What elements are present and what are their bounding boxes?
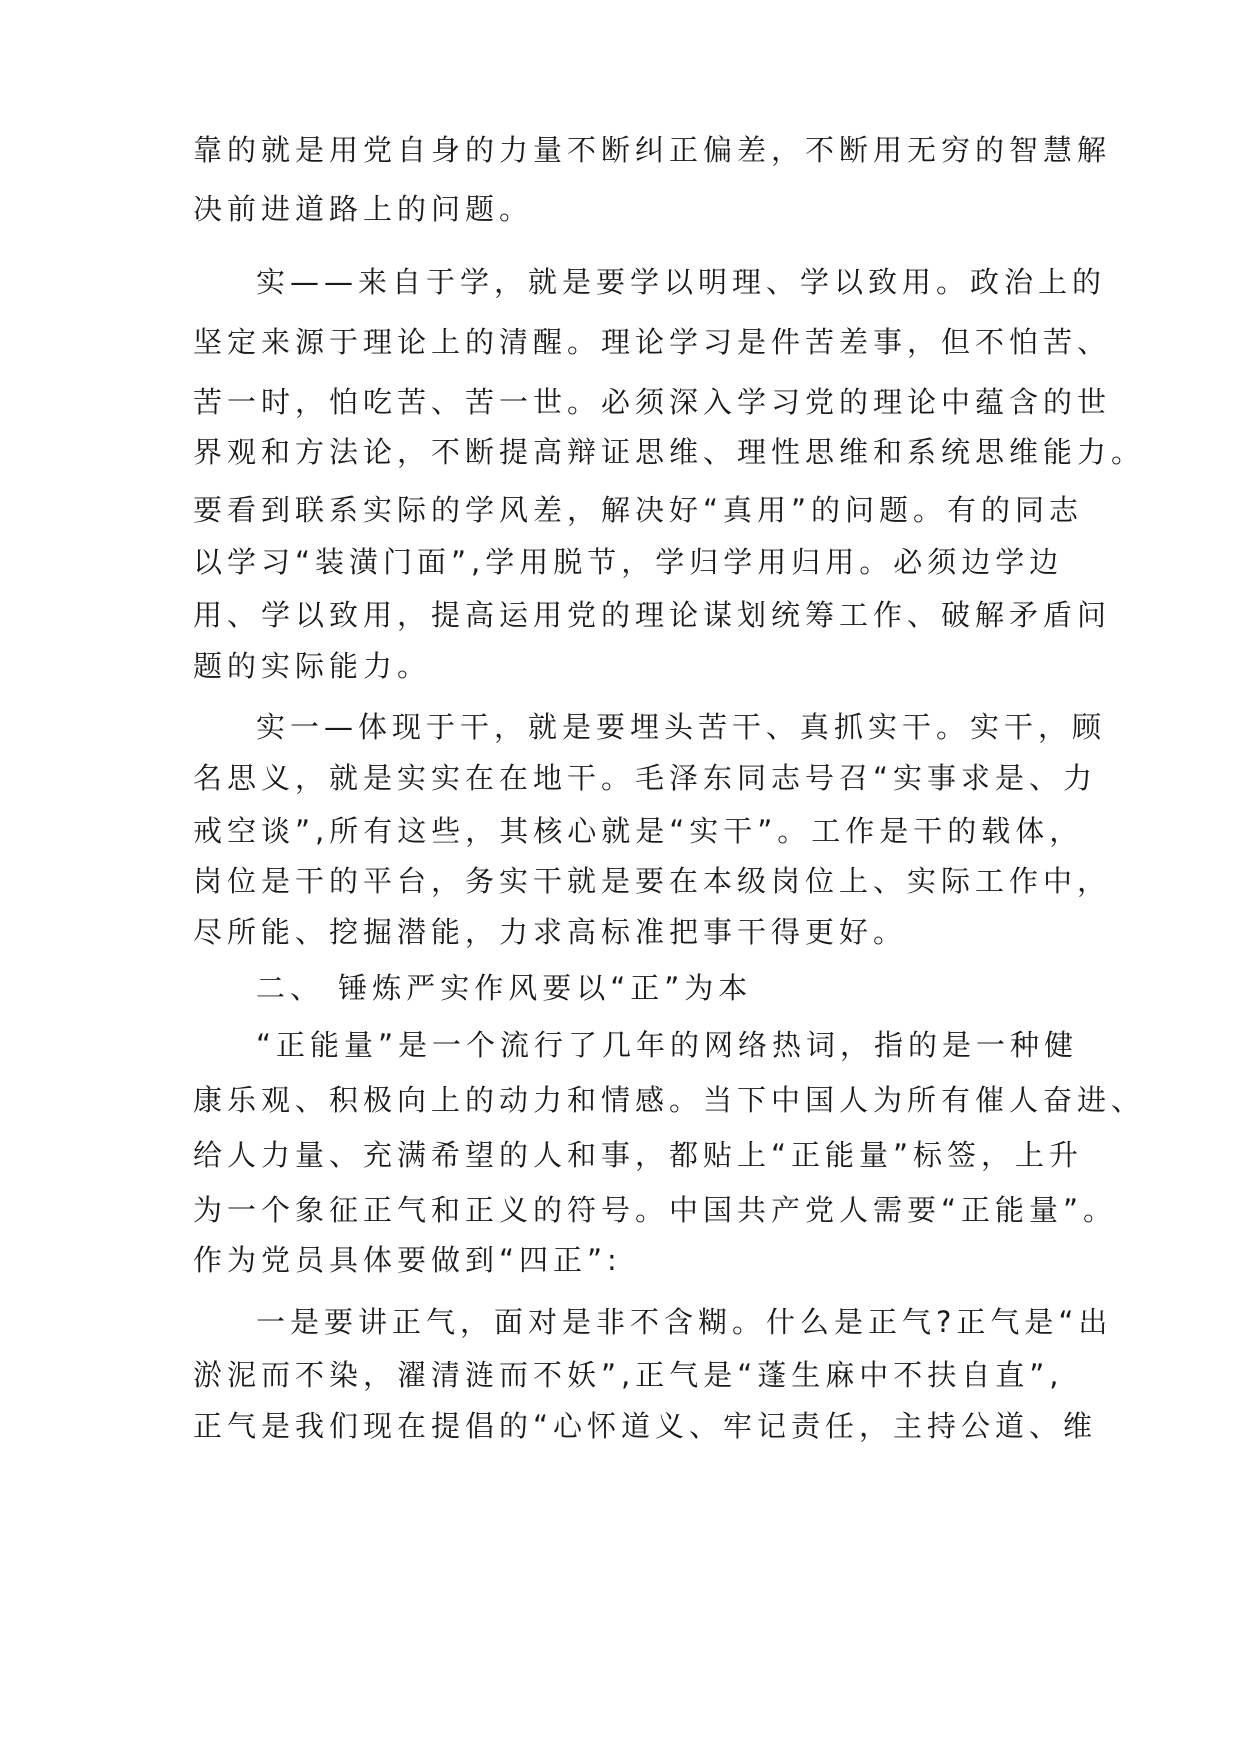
text-line: 戒空谈”,所有这些，其核心就是“实干”。工作是干的载体，	[193, 814, 1084, 848]
text-line: 名思义，就是实实在在地干。毛泽东同志号召“实事求是、力	[193, 761, 1098, 795]
section-heading: 二、 锤炼严实作风要以“正”为本	[256, 971, 753, 1005]
text-line: 界观和方法论，不断提高辩证思维、理性思维和系统思维能力。	[193, 435, 1146, 469]
paragraph-start-line: 实——来自于学，就是要学以明理、学以致用。政治上的	[256, 265, 1107, 299]
text-line: 给人力量、充满希望的人和事，都贴上“正能量”标签，上升	[193, 1138, 1084, 1172]
text-line: 尽所能、挖掘潜能，力求高标准把事干得更好。	[193, 915, 908, 949]
text-line: 以学习“装潢门面”,学用脱节，学归学用归用。必须边学边	[193, 545, 1064, 579]
text-line: 题的实际能力。	[193, 649, 432, 683]
text-line: 苦一时，怕吃苦、苦一世。必须深入学习党的理论中蕴含的世	[193, 385, 1112, 419]
text-line: 作为党员具体要做到“四正”:	[193, 1243, 622, 1277]
paragraph-start-line: “正能量”是一个流行了几年的网络热词，指的是一种健	[256, 1028, 1079, 1062]
paragraph-start-line: 实一—体现于干，就是要埋头苦干、真抓实干。实干，顾	[256, 710, 1107, 744]
text-line: 淤泥而不染，濯清涟而不妖”,正气是“蓬生麻中不扶自直”,	[193, 1358, 1064, 1392]
text-line: 为一个象征正气和正义的符号。中国共产党人需要“正能量”。	[193, 1193, 1118, 1227]
text-line: 正气是我们现在提倡的“心怀道义、牢记责任，主持公道、维	[193, 1409, 1098, 1443]
paragraph-start-line: 一是要讲正气，面对是非不含糊。什么是正气?正气是“出	[256, 1305, 1113, 1339]
text-line: 康乐观、积极向上的动力和情感。当下中国人为所有催人奋进、	[193, 1083, 1146, 1117]
text-line: 用、学以致用，提高运用党的理论谋划统筹工作、破解矛盾问	[193, 598, 1112, 632]
text-line: 要看到联系实际的学风差，解决好“真用”的问题。有的同志	[193, 493, 1084, 527]
text-line: 决前进道路上的问题。	[193, 192, 534, 226]
text-line: 坚定来源于理论上的清醒。理论学习是件苦差事，但不怕苦、	[193, 325, 1112, 359]
text-line: 岗位是干的平台，务实干就是要在本级岗位上、实际工作中，	[193, 864, 1112, 898]
text-line: 靠的就是用党自身的力量不断纠正偏差，不断用无穷的智慧解	[193, 133, 1112, 167]
